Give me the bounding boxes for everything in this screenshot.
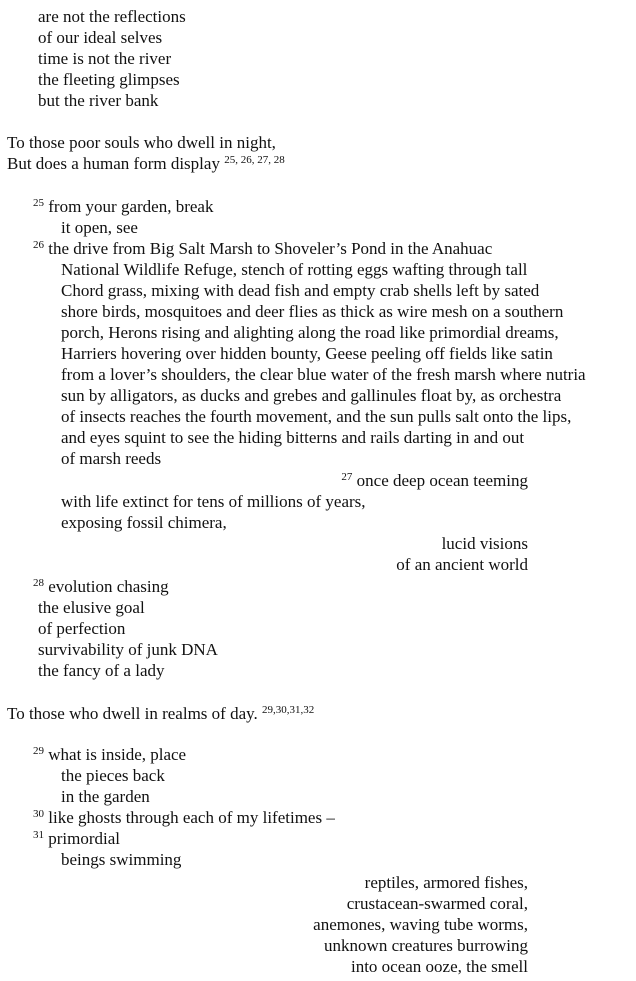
footnote-refs: 29,30,31,32 xyxy=(262,704,315,716)
footnote-line: National Wildlife Refuge, stench of rotting eggs wafting through tall xyxy=(61,260,528,279)
footnote-line: the elusive goal xyxy=(38,598,145,617)
footnote-text: primordial xyxy=(48,829,121,848)
footnote-number: 25 xyxy=(33,197,44,209)
footnote-line: lucid visions xyxy=(441,534,528,553)
footnote-line: the pieces back xyxy=(61,766,165,785)
refrain-text: But does a human form display xyxy=(7,154,220,173)
refrain-line xyxy=(7,703,314,724)
footnote-line: of an ancient world xyxy=(396,555,528,574)
footnote-line: anemones, waving tube worms, xyxy=(313,915,528,934)
footnote-line: in the garden xyxy=(61,787,150,806)
footnote-line: it open, see xyxy=(61,218,138,237)
footnote-line: exposing fossil chimera, xyxy=(61,513,227,532)
footnote-line: Chord grass, mixing with dead fish and empty crab shells left by sated xyxy=(61,281,540,300)
footnote-line: and eyes squint to see the hiding bitterns and rails darting in and out xyxy=(61,428,525,447)
footnote-line: of insects reaches the fourth movement, and the sun pulls salt onto the lips, xyxy=(61,407,572,426)
footnote-text: from your garden, break xyxy=(48,197,214,216)
footnote-line xyxy=(33,576,169,597)
refrain-line xyxy=(7,153,285,174)
poem-line: of our ideal selves xyxy=(38,28,163,47)
footnote-line: survivability of junk DNA xyxy=(38,640,218,659)
footnote-line xyxy=(33,238,492,259)
footnote-line: unknown creatures burrowing xyxy=(324,936,528,955)
poem-line: but the river bank xyxy=(38,91,159,110)
footnote-number: 28 xyxy=(33,577,44,589)
footnote-line: crustacean-swarmed coral, xyxy=(346,894,528,913)
footnote-line: with life extinct for tens of millions of years, xyxy=(61,492,366,511)
footnote-line: of marsh reeds xyxy=(61,449,162,468)
footnote-number: 30 xyxy=(33,808,44,820)
footnote-line: beings swimming xyxy=(61,850,182,869)
footnote-line: the fancy of a lady xyxy=(38,661,165,680)
footnote-text: what is inside, place xyxy=(48,745,187,764)
footnote-text: once deep ocean teeming xyxy=(356,471,528,490)
footnote-text: evolution chasing xyxy=(48,577,169,596)
footnote-line: porch, Herons rising and alighting along the road like primordial dreams, xyxy=(61,323,559,342)
footnote-number: 29 xyxy=(33,745,44,757)
footnote-line xyxy=(200,470,528,491)
footnote-line xyxy=(33,196,213,217)
footnote-refs: 25, 26, 27, 28 xyxy=(224,154,285,166)
footnote-line: Harriers hovering over hidden bounty, Geese peeling off fields like satin xyxy=(61,344,553,363)
footnote-line xyxy=(33,828,120,849)
footnote-line xyxy=(33,807,335,828)
footnote-line: reptiles, armored fishes, xyxy=(364,873,528,892)
footnote-line: of perfection xyxy=(38,619,126,638)
refrain-line: To those poor souls who dwell in night, xyxy=(7,133,276,152)
footnote-number: 26 xyxy=(33,239,44,251)
footnote-text: like ghosts through each of my lifetimes – xyxy=(48,808,335,827)
poem-line: the fleeting glimpses xyxy=(38,70,180,89)
footnote-line: shore birds, mosquitoes and deer flies as thick as wire mesh on a southern xyxy=(61,302,564,321)
footnote-line: into ocean ooze, the smell xyxy=(350,957,528,976)
footnote-number: 31 xyxy=(33,829,44,841)
footnote-line xyxy=(33,744,186,765)
footnote-number: 27 xyxy=(341,471,353,483)
poem-line: time is not the river xyxy=(38,49,172,68)
footnote-text: the drive from Big Salt Marsh to Shoveler’s Pond in the Anahuac xyxy=(48,239,493,258)
footnote-line: sun by alligators, as ducks and grebes and gallinules float by, as orchestra xyxy=(61,386,562,405)
footnote-line: from a lover’s shoulders, the clear blue water of the fresh marsh where nutria xyxy=(61,365,586,384)
poem-line: are not the reflections xyxy=(38,7,186,26)
refrain-text: To those who dwell in realms of day. xyxy=(7,704,258,723)
